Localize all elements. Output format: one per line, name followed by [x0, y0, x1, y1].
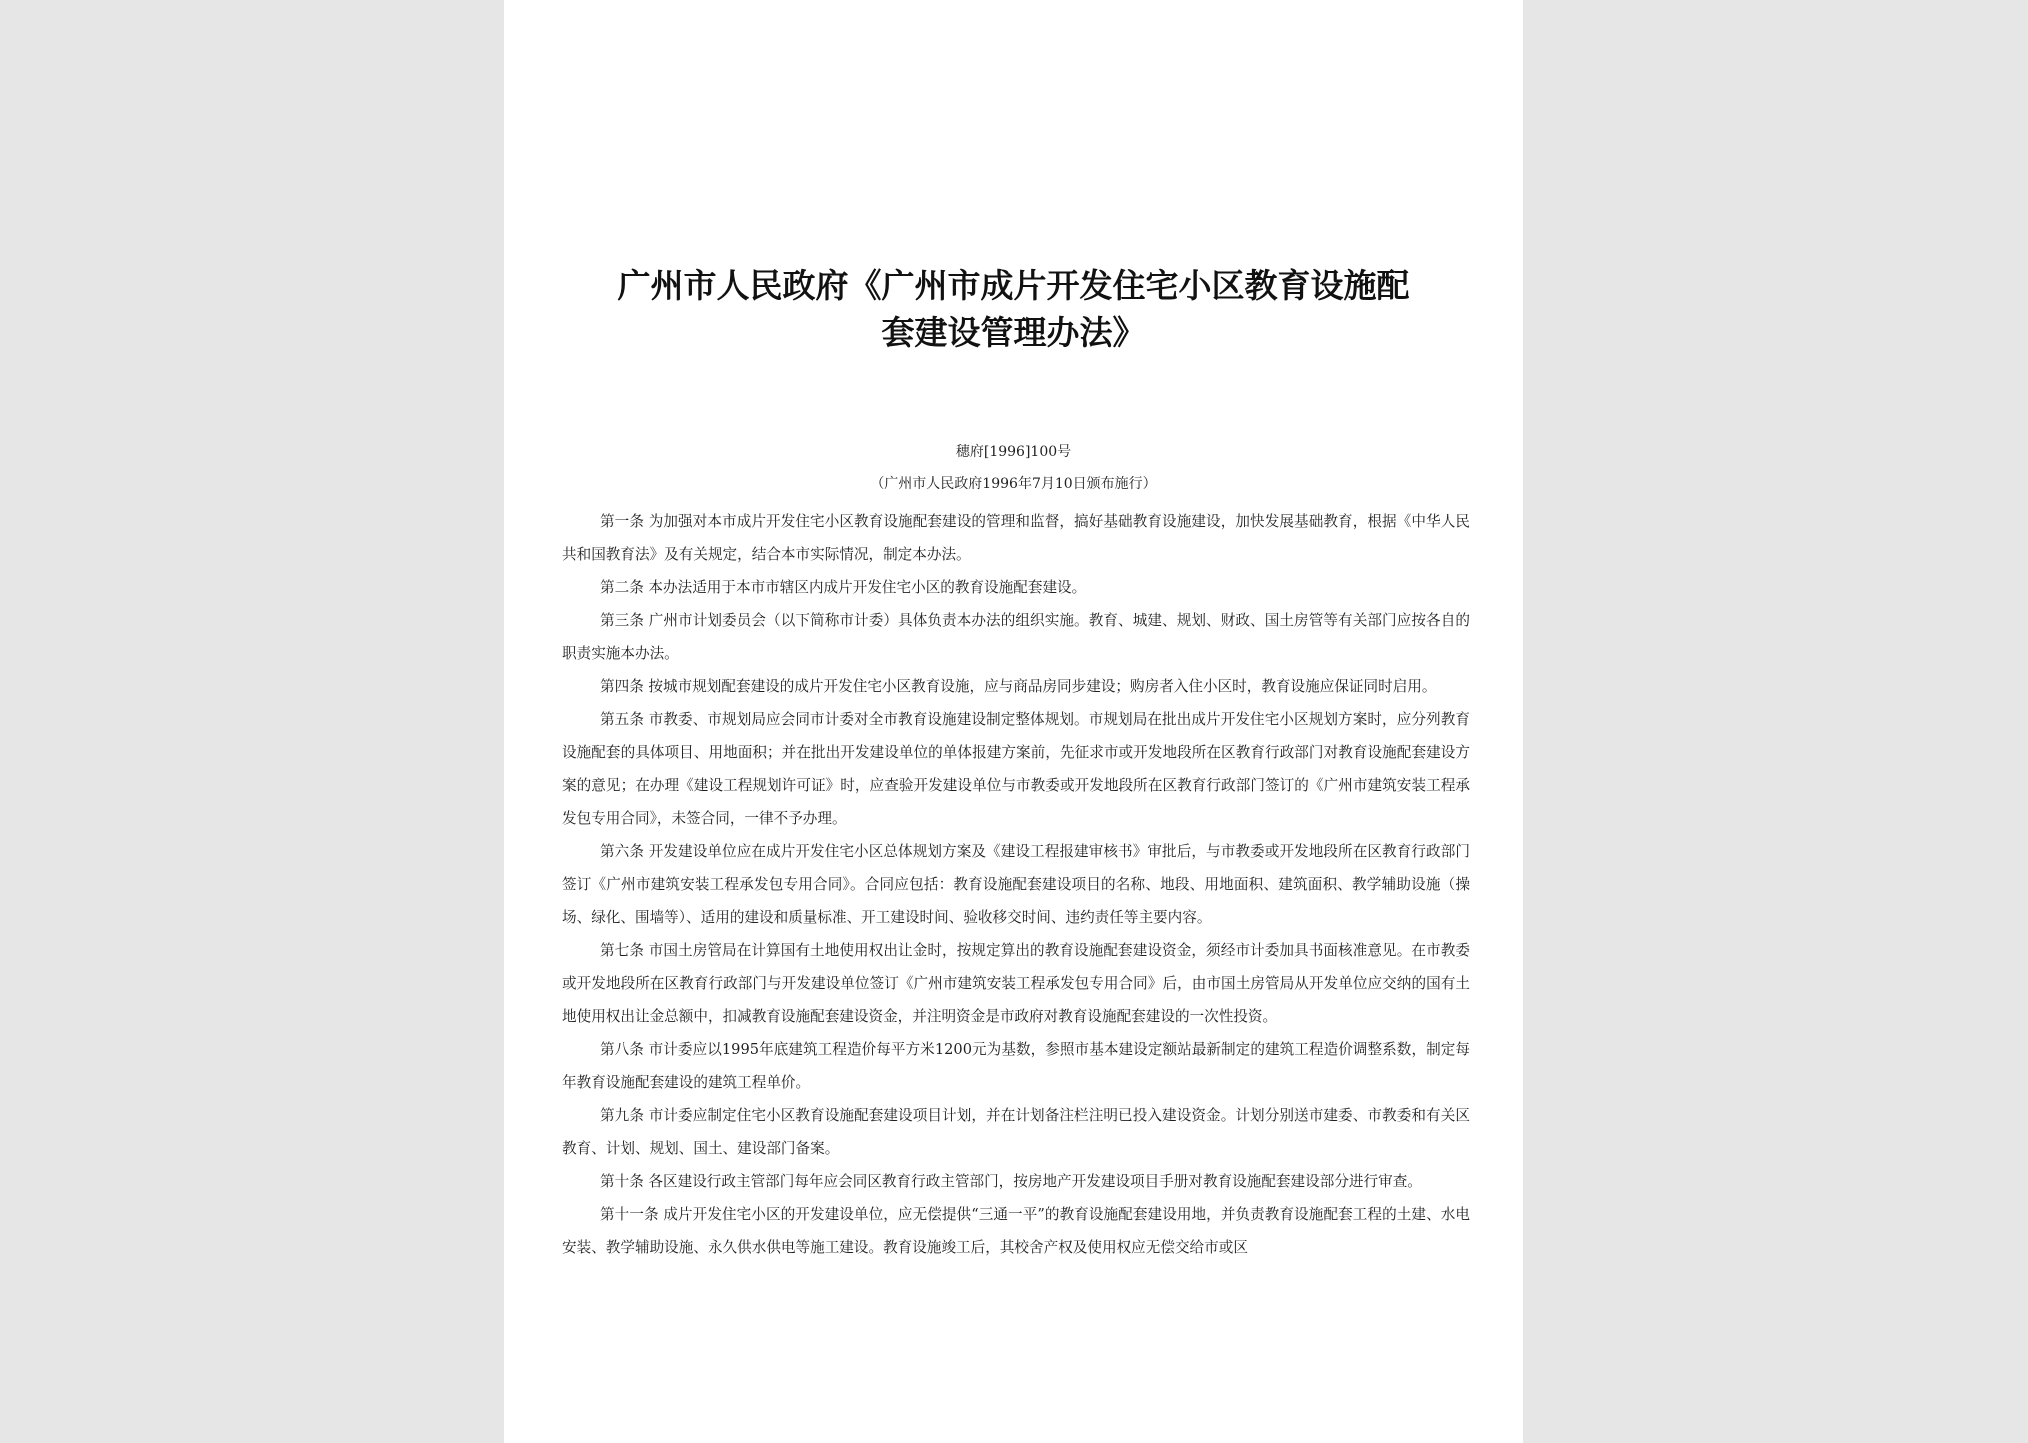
- article-8: 第八条 市计委应以1995年底建筑工程造价每平方米1200元为基数，参照市基本建设定额站最新制定的建筑工程造价调整系数，制定每年教育设施配套建设的建筑工程单价。: [562, 1041, 1470, 1091]
- article-3: 第三条 广州市计划委员会（以下简称市计委）具体负责本办法的组织实施。教育、城建、规划、财政、国土房管等有关部门应按各自的职责实施本办法。: [562, 612, 1470, 662]
- article-11: 第十一条 成片开发住宅小区的开发建设单位，应无偿提供“三通一平”的教育设施配套建设用地，并负责教育设施配套工程的土建、水电安装、教学辅助设施、永久供水供电等施工建设。教育设施竣工后，其校舍产权及使用权应无偿交给市或区: [562, 1206, 1470, 1256]
- article-9: 第九条 市计委应制定住宅小区教育设施配套建设项目计划，并在计划备注栏注明已投入建设资金。计划分别送市建委、市教委和有关区教育、计划、规划、国土、建设部门备案。: [562, 1107, 1470, 1157]
- article-4: 第四条 按城市规划配套建设的成片开发住宅小区教育设施，应与商品房同步建设；购房者入住小区时，教育设施应保证同时启用。: [600, 678, 1437, 695]
- document-number: 穗府[1996]100号: [955, 444, 1072, 460]
- article-7: 第七条 市国土房管局在计算国有土地使用权出让金时，按规定算出的教育设施配套建设资金，须经市计委加具书面核准意见。在市教委或开发地段所在区教育行政部门与开发建设单位签订《广州市建筑安装工程承发包专用合同》后，由市国土房管局从开发单位应交纳的国有土地使用权出让金总额中，扣减教育设施配套建设资金，并注明资金是市政府对教育设施配套建设的一次性投资。: [562, 942, 1470, 1025]
- title-line-2: 套建设管理办法》: [881, 313, 1146, 352]
- document-page: [504, 0, 1523, 1443]
- article-1: 第一条 为加强对本市成片开发住宅小区教育设施配套建设的管理和监督，搞好基础教育设施建设，加快发展基础教育，根据《中华人民共和国教育法》及有关规定，结合本市实际情况，制定本办法。: [562, 513, 1470, 563]
- title-line-1: 广州市人民政府《广州市成片开发住宅小区教育设施配: [617, 266, 1410, 305]
- article-6: 第六条 开发建设单位应在成片开发住宅小区总体规划方案及《建设工程报建审核书》审批后，与市教委或开发地段所在区教育行政部门签订《广州市建筑安装工程承发包专用合同》。合同应包括：教育设施配套建设项目的名称、地段、用地面积、建筑面积、教学辅助设施（操场、绿化、围墙等）、适用的建设和质量标准、开工建设时间、验收移交时间、违约责任等主要内容。: [562, 843, 1470, 926]
- document-title: [564, 262, 1463, 356]
- issue-note: （广州市人民政府1996年7月10日颁布施行）: [870, 476, 1157, 492]
- article-2: 第二条 本办法适用于本市市辖区内成片开发住宅小区的教育设施配套建设。: [600, 579, 1087, 596]
- document-body: [562, 505, 1470, 1264]
- article-5: 第五条 市教委、市规划局应会同市计委对全市教育设施建设制定整体规划。市规划局在批出成片开发住宅小区规划方案时，应分列教育设施配套的具体项目、用地面积；并在批出开发建设单位的单体报建方案前，先征求市或开发地段所在区教育行政部门对教育设施配套建设方案的意见；在办理《建设工程规划许可证》时，应查验开发建设单位与市教委或开发地段所在区教育行政部门签订的《广州市建筑安装工程承发包专用合同》，未签合同，一律不予办理。: [562, 711, 1470, 827]
- article-10: 第十条 各区建设行政主管部门每年应会同区教育行政主管部门，按房地产开发建设项目手册对教育设施配套建设部分进行审查。: [600, 1173, 1422, 1190]
